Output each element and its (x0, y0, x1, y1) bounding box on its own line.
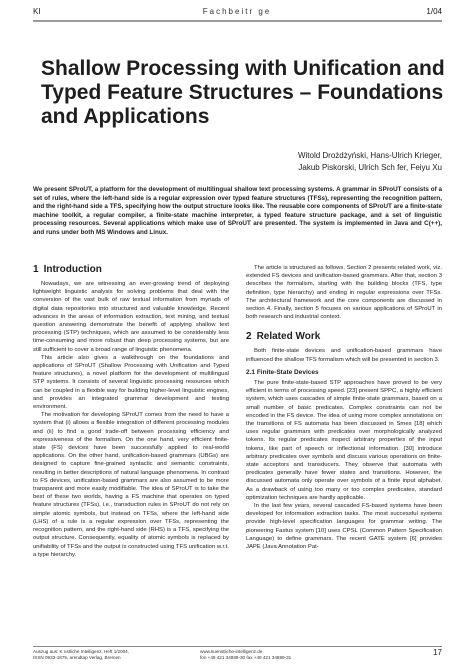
paragraph: Both finite-state devices and unification-based grammars have influenced the shallow TFS formalism which will be presented in section 3. (246, 348, 442, 363)
abstract: We present SProUT, a platform for the development of multilingual shallow text processing systems. A grammar in SProUT consists of a set of rules, where the left-hand side is a regular expression over typed feature structures (TFSs), representing the recognition pattern, and the right-hand side a TFS, specifying how the output structure looks like. The reusable core components of SProUT are a finite-state machine toolkit, a regular compiler, a finite-state machine interpreter, a typed feature structure package, and a set of linguistic processing resources. Several applications which make use of SProUT are presented. The system is implemented in Java and C(++), and runs under both MS Windows and Linux. (33, 186, 442, 236)
footer-rule (33, 646, 442, 647)
running-header-left: KI (33, 7, 41, 16)
paragraph: This article also gives a walkthrough on the foundations and applications of SProUT (Shallow Processing with Unification and Typed feature structures), a novel platform for the development of multilingual STP systems. It consists of several linguistic processing resources which can be coupled in a flexible way for building higher-level linguistic engines, and provides an integrated grammar development and testing environment. (33, 354, 229, 411)
running-header-issue: 1/04 (426, 7, 442, 16)
paragraph: The article is structured as follows. Section 2 presents related work, viz. extended FS devices and unification-based grammars. After that, section 3 describes the formalism, starting with the building blocks (TFS, type definition, type hierarchy) and ending in regular expressions over TFSs. The architectural framework and the core components are discussed in section 4. Finally, section 5 focuses on various applications of SProUT in both research and industrial context. (246, 265, 442, 321)
paragraph: In the last few years, several cascaded FS-based systems have been developed for information extraction tasks. The most successful systems provide high-level specification languages for grammar writing. The pioneering Fastus system [10] uses CPSL (Common Pattern Specification Language) to define grammars. The recent GATE system [6] provides JAPE (Java Annotation Pat- (246, 503, 442, 551)
paragraph: Nowadays, we are witnessing an ever-growing trend of deploying lightweight linguistic analysis for solving problems that deal with the conversion of the vast bulk of raw textual information from myriads of digital data repositories into structured and valuable knowledge. Recent advances in the areas of information extraction, text mining, and textual question answering demonstrate the benefit of applying shallow text processing (STP) techniques, which are assumed to be considerably less time-consuming and more robust than deep processing systems, but are still sufficient to cover a broad range of linguistic phenomena. (33, 281, 229, 353)
section-title: Introduction (43, 264, 102, 275)
section-number: 1 (33, 264, 39, 275)
section-number: 2 (246, 331, 252, 343)
author-line-2: Jakub Piskorski, Ulrich Sch fer, Feiyu Xu (298, 163, 442, 172)
section-heading-related-work (246, 331, 442, 343)
author-list (142, 150, 442, 174)
footer-line: ISSN 0933-1875, arendtap Verlag, Bremen (33, 655, 121, 660)
right-column (246, 264, 442, 551)
subsection-heading: 2.1 Finite-State Devices (246, 368, 319, 376)
paragraph: The pure finite-state-based STP approaches have proved to be very efficient in terms of processing speed. [23] present SPPC, a highly efficient system, which uses cascades of simple finite-state grammars, based on a small number of basic predicates. Complex constraints can not be encoded in the FS device. The idea of using more complex annotations on the transitions of FS automata has been discussed in Smes [18] which uses regular grammars with predicates over morphologically analyzed tokens. Its regular predicates inspect arbitrary properties of the input tokens, like part of speech or inflectional information. [30] introduce arbitrary predicates over symbols and discuss various operations on finite-state acceptors and transducers. They observe that automata with predicates generally have fewer states and transitions. However, the discussed automata only operate over symbols of a finite input alphabet. As a drawback of using too many or too complex predicates, standard optimization techniques are hardly applicable. (246, 380, 442, 501)
footer-line: Auszug aus: K nstliche Intelligenz, Heft 1/2004, (33, 649, 130, 654)
footer-publication-info (33, 649, 193, 661)
running-header-section: Fachbeitr ge (202, 7, 272, 16)
paragraph: The motivation for developing SProUT comes from the need to have a system that (i) allows a flexible integration of different processing modules and (ii) to find a good trade-off between processing efficiency and expressiveness of the formalism. On the one hand, very efficient finite-state (FS) devices have been successfully applied to real-world applications. On the other hand, unification-based grammars (UBGs) are designed to capture fine-grained syntactic and semantic constraints, resulting in better descriptions of natural language phenomena. In contrast to FS devices, unification-based grammars are also assumed to be more transparent and more easily modifiable. The idea of SProUT is to take the best of these two worlds, having a FS machine that operates on typed feature structures (TFSs), i.e., transduction rules in SProUT do not rely on simple atomic symbols, but instead on TFSs, where the left-hand side (LHS) of a rule is a regular expression over TFSs, representing the recognition pattern, and the right-hand side (RHS) is a TFS, specifying the output structure. Consequently, equality of atomic symbols is replaced by unifiability of TFSs and the output is constructed using TFS unification w.r.t. a type hierarchy. (33, 412, 229, 558)
footer-contact-info (200, 649, 320, 661)
header-rule (33, 20, 442, 22)
section-title: Related Work (256, 331, 321, 343)
paper-title: Shallow Processing with Unification and Typed Feature Structures – Foundations and Applications (41, 57, 445, 128)
section-heading-introduction (33, 264, 229, 276)
left-column (33, 264, 229, 559)
footer-line: www.kuenstliche-intelligenz.de (200, 649, 263, 654)
author-line-1: Witold Drożdżyński, Hans-Ulrich Krieger, (297, 151, 442, 160)
footer-line: fon +49 421 34889-30 fax +49 421 34889-31 (200, 655, 292, 660)
page-number: 17 (433, 648, 442, 657)
